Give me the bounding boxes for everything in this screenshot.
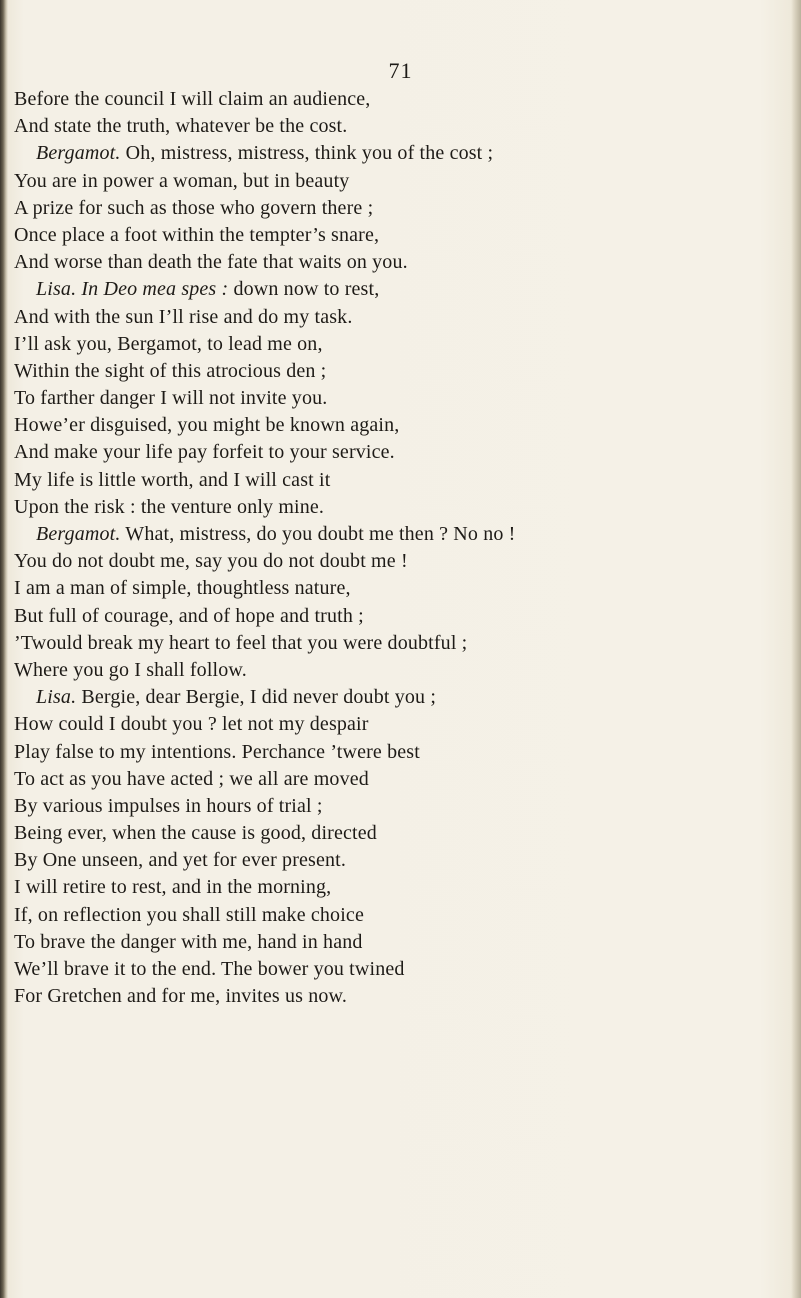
speaker-name: Lisa. (36, 278, 77, 301)
verse-line (14, 412, 794, 439)
line-text: I will retire to rest, and in the morning, (14, 876, 332, 899)
line-text: down now to rest, (228, 278, 380, 301)
page-number: 71 (388, 58, 413, 83)
line-text: Upon the risk : the venture only mine. (14, 495, 325, 518)
line-text: What, mistress, do you doubt me then ? No no ! (120, 523, 516, 545)
verse-line (14, 494, 794, 521)
line-text: To farther danger I will not invite you. (14, 387, 328, 410)
verse-line (14, 385, 794, 412)
verse-line (14, 276, 794, 303)
line-text: ’Twould break my heart to feel that you were doubtful ; (14, 631, 468, 654)
line-text: By One unseen, and yet for ever present. (14, 849, 346, 872)
verse-line (14, 766, 794, 793)
line-text: Once place a foot within the tempter’s snare, (14, 223, 380, 246)
verse-line (14, 140, 794, 167)
verse-line (14, 739, 794, 766)
line-text: And worse than death the fate that waits on you. (14, 251, 408, 274)
speaker-name: Lisa. (36, 686, 77, 709)
verse-line (14, 847, 794, 874)
verse-line (14, 657, 794, 684)
verse-line (14, 793, 794, 820)
line-text: I am a man of simple, thoughtless nature, (14, 577, 351, 600)
line-text: Where you go I shall follow. (14, 658, 247, 681)
verse-line (14, 603, 794, 630)
verse-line (14, 820, 794, 847)
verse-line (14, 902, 794, 929)
verse-line (14, 983, 794, 1010)
line-text: For Gretchen and for me, invites us now. (14, 985, 347, 1008)
line-text: Bergie, dear Bergie, I did never doubt you ; (76, 686, 437, 709)
page-binding-edge (0, 0, 8, 1298)
line-text: Oh, mistress, mistress, think you of the cost ; (120, 142, 494, 165)
verse-line (14, 304, 794, 331)
verse-line (14, 358, 794, 385)
line-text: And make your life pay forfeit to your service. (14, 441, 395, 464)
line-text: By various impulses in hours of trial ; (14, 794, 323, 817)
latin-phrase: In Deo mea spes : (76, 278, 229, 301)
verse-line (14, 874, 794, 901)
verse-line (14, 86, 794, 113)
line-text: Within the sight of this atrocious den ; (14, 359, 327, 382)
line-text: My life is little worth, and I will cast it (14, 468, 331, 491)
verse-line (14, 521, 794, 548)
line-text: Play false to my intentions. Perchance ’twere best (14, 740, 420, 763)
verse-line (14, 630, 794, 657)
speaker-name: Bergamot. (36, 142, 121, 165)
verse-line (14, 467, 794, 494)
verse-line (14, 249, 794, 276)
verse-line (14, 575, 794, 602)
speaker-name: Bergamot. (36, 523, 121, 545)
verse-line (14, 331, 794, 358)
line-text: To brave the danger with me, hand in hand (14, 930, 363, 953)
line-text: A prize for such as those who govern there ; (14, 196, 374, 219)
verse-line (14, 113, 794, 140)
line-text: We’ll brave it to the end. The bower you twined (14, 958, 405, 980)
line-text: Howe’er disguised, you might be known again, (14, 414, 400, 437)
line-text: And state the truth, whatever be the cost. (14, 115, 348, 138)
line-text: You do not doubt me, say you do not doubt me ! (14, 550, 408, 573)
line-text: To act as you have acted ; we all are moved (14, 767, 369, 790)
line-text: I’ll ask you, Bergamot, to lead me on, (14, 332, 323, 355)
line-text: How could I doubt you ? let not my despair (14, 713, 369, 736)
line-text: If, on reflection you shall still make choice (14, 903, 364, 926)
verse-line (14, 168, 794, 195)
verse-line (14, 222, 794, 249)
verse-line (14, 195, 794, 222)
verse-line (14, 548, 794, 575)
line-text: Being ever, when the cause is good, directed (14, 822, 377, 845)
verse-line (14, 439, 794, 466)
verse-line (14, 929, 794, 956)
line-text: And with the sun I’ll rise and do my task. (14, 305, 353, 328)
verse-line (14, 711, 794, 738)
line-text: You are in power a woman, but in beauty (14, 169, 350, 192)
line-text: Before the council I will claim an audience, (14, 88, 371, 110)
verse-text (14, 86, 794, 1010)
line-text: But full of courage, and of hope and truth ; (14, 604, 364, 627)
verse-line (14, 956, 794, 983)
verse-line (14, 684, 794, 711)
